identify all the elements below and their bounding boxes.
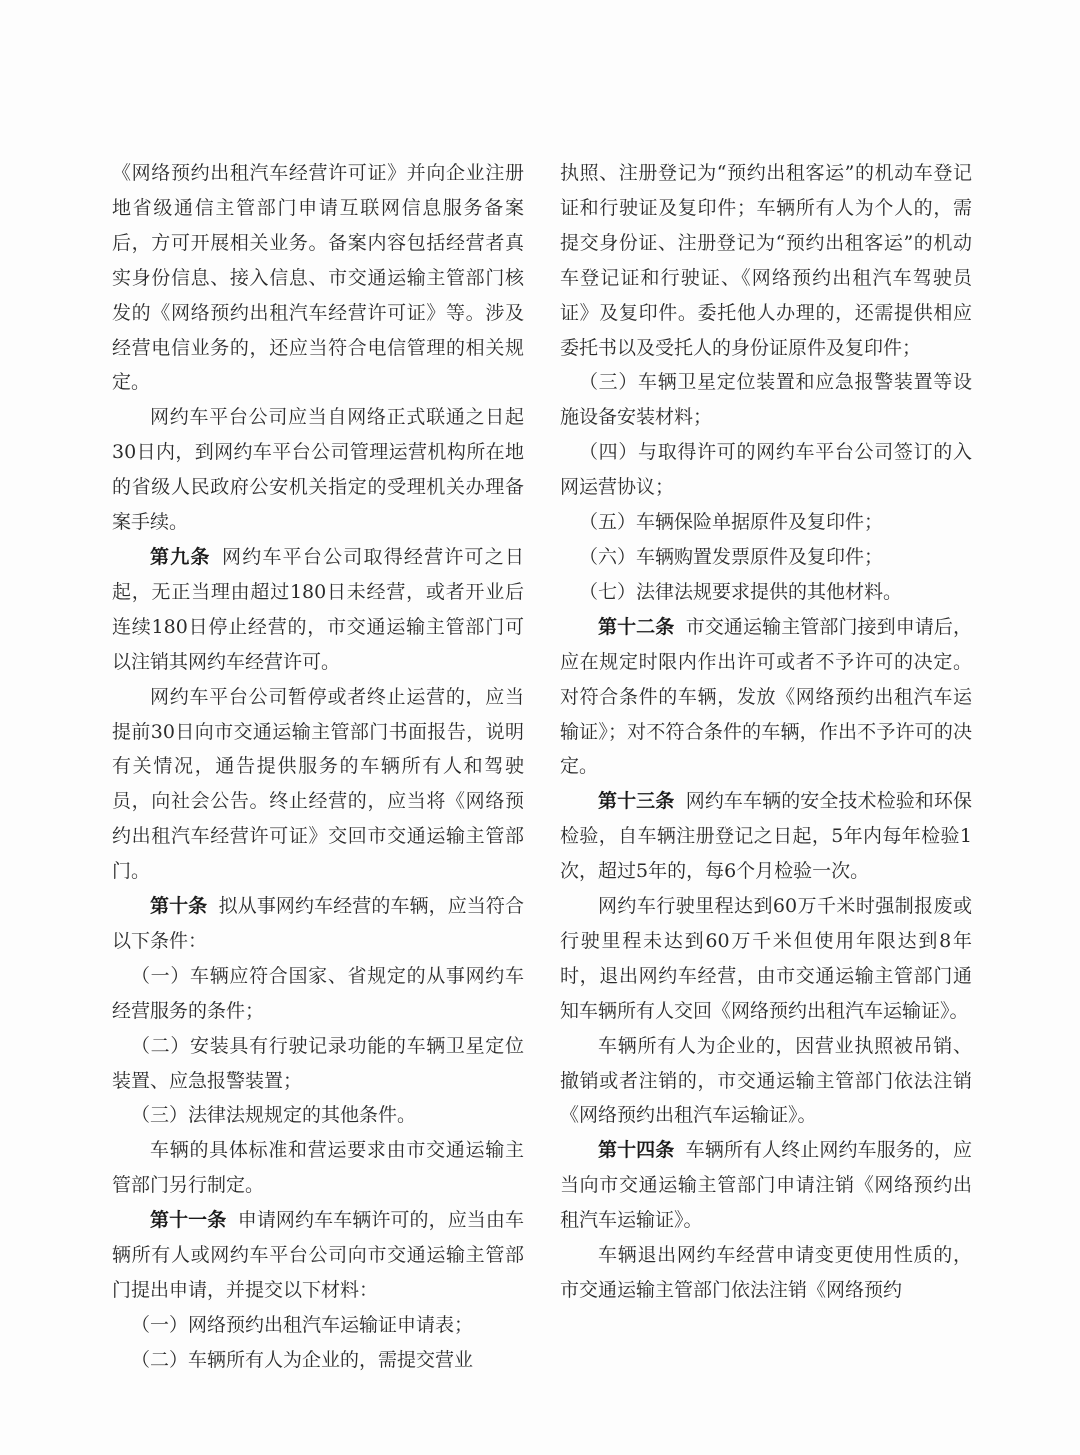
- paragraph-text: 《网络预约出租汽车经营许可证》并向企业注册地省级通信主管部门申请互联网信息服务备案后，方可开展相关业务。备案内容包括经营者真实身份信息、接入信息、市交通运输主管部门核发的《网络预约出租汽车经营许可证》等。涉及经营电信业务的，还应当符合电信管理的相关规定。: [112, 162, 524, 394]
- paragraph: [112, 1203, 524, 1308]
- paragraph: [560, 1133, 972, 1238]
- paragraph-text: 车辆的具体标准和营运要求由市交通运输主管部门另行制定。: [112, 1139, 524, 1197]
- paragraph-text: （六）车辆购置发票原件及复印件；: [579, 545, 884, 568]
- right-column: [560, 156, 972, 1308]
- paragraph: [560, 889, 972, 1029]
- paragraph: [560, 540, 972, 575]
- paragraph: [112, 1343, 524, 1378]
- article-label: 第十条: [150, 895, 208, 918]
- paragraph: [560, 784, 972, 889]
- paragraph-text: 申请网约车车辆许可的，应当由车辆所有人或网约车平台公司向市交通运输主管部门提出申请，并提交以下材料：: [112, 1209, 524, 1301]
- paragraph: [112, 400, 524, 540]
- paragraph-text: 车辆所有人为企业的，因营业执照被吊销、撤销或者注销的，市交通运输主管部门依法注销《网络预约出租汽车运输证》。: [560, 1034, 972, 1127]
- paragraph-text: （三）法律法规规定的其他条件。: [131, 1104, 417, 1127]
- paragraph: [112, 889, 524, 959]
- paragraph: [112, 1029, 524, 1099]
- paragraph-text: （七）法律法规要求提供的其他材料。: [579, 580, 903, 603]
- paragraph-text: 执照、注册登记为“预约出租客运”的机动车登记证和行驶证及复印件；车辆所有人为个人的，需提交身份证、注册登记为“预约出租客运”的机动车登记证和行驶证、《网络预约出租汽车驾驶员证》及复印件。委托他人办理的，还需提供相应委托书以及受托人的身份证原件及复印件；: [560, 162, 972, 359]
- article-label: 第十一条: [150, 1209, 227, 1232]
- paragraph-text: 拟从事网约车经营的车辆，应当符合以下条件：: [112, 895, 524, 952]
- paragraph-text: 车辆退出网约车经营申请变更使用性质的，市交通运输主管部门依法注销《网络预约: [560, 1244, 972, 1301]
- paragraph: [112, 959, 524, 1029]
- paragraph: [560, 575, 972, 610]
- paragraph: [560, 1238, 972, 1308]
- paragraph-text: （二）安装具有行驶记录功能的车辆卫星定位装置、应急报警装置；: [112, 1034, 524, 1092]
- paragraph: [560, 365, 972, 435]
- paragraph-text: 车辆所有人终止网约车服务的，应当向市交通运输主管部门申请注销《网络预约出租汽车运输证》。: [560, 1139, 972, 1232]
- left-column: [112, 156, 524, 1378]
- paragraph: [560, 505, 972, 540]
- paragraph-text: 网约车平台公司取得经营许可之日起，无正当理由超过180日未经营，或者开业后连续180日停止经营的，市交通运输主管部门可以注销其网约车经营许可。: [112, 545, 524, 673]
- paragraph: [112, 1308, 524, 1343]
- article-label: 第十四条: [598, 1139, 675, 1162]
- article-label: 第十三条: [598, 790, 675, 813]
- paragraph: [112, 1098, 524, 1133]
- paragraph-text: （一）车辆应符合国家、省规定的从事网约车经营服务的条件；: [112, 964, 524, 1022]
- paragraph-text: （一）网络预约出租汽车运输证申请表；: [131, 1313, 474, 1336]
- paragraph: [112, 540, 524, 680]
- article-label: 第九条: [150, 545, 211, 568]
- paragraph: [560, 610, 972, 785]
- paragraph-text: 网约车平台公司应当自网络正式联通之日起30日内，到网约车平台公司管理运营机构所在地的省级人民政府公安机关指定的受理机关办理备案手续。: [112, 406, 524, 534]
- paragraph: [112, 680, 524, 889]
- paragraph-text: 网约车行驶里程达到60万千米时强制报废或行驶里程未达到60万千米但使用年限达到8年时，退出网约车经营，由市交通运输主管部门通知车辆所有人交回《网络预约出租汽车运输证》。: [560, 895, 972, 1022]
- paragraph-text: 网约车车辆的安全技术检验和环保检验，自车辆注册登记之日起，5年内每年检验1次，超过5年的，每6个月检验一次。: [560, 790, 972, 883]
- paragraph-text: 网约车平台公司暂停或者终止运营的，应当提前30日向市交通运输主管部门书面报告，说明有关情况，通告提供服务的车辆所有人和驾驶员，向社会公告。终止经营的，应当将《网络预约出租汽车经营许可证》交回市交通运输主管部门。: [112, 685, 524, 883]
- paragraph-text: （三）车辆卫星定位装置和应急报警装置等设施设备安装材料；: [560, 371, 972, 429]
- paragraph: [560, 435, 972, 505]
- paragraph: [560, 1029, 972, 1134]
- article-label: 第十二条: [598, 615, 675, 638]
- paragraph: [560, 156, 972, 365]
- paragraph: [112, 156, 524, 400]
- paragraph-text: （五）车辆保险单据原件及复印件；: [579, 511, 884, 534]
- paragraph-text: （四）与取得许可的网约车平台公司签订的入网运营协议；: [560, 441, 972, 499]
- paragraph-text: （二）车辆所有人为企业的，需提交营业: [131, 1348, 474, 1371]
- paragraph-text: 市交通运输主管部门接到申请后，应在规定时限内作出许可或者不予许可的决定。对符合条件的车辆，发放《网络预约出租汽车运输证》；对不符合条件的车辆，作出不予许可的决定。: [560, 615, 972, 778]
- paragraph: [112, 1133, 524, 1203]
